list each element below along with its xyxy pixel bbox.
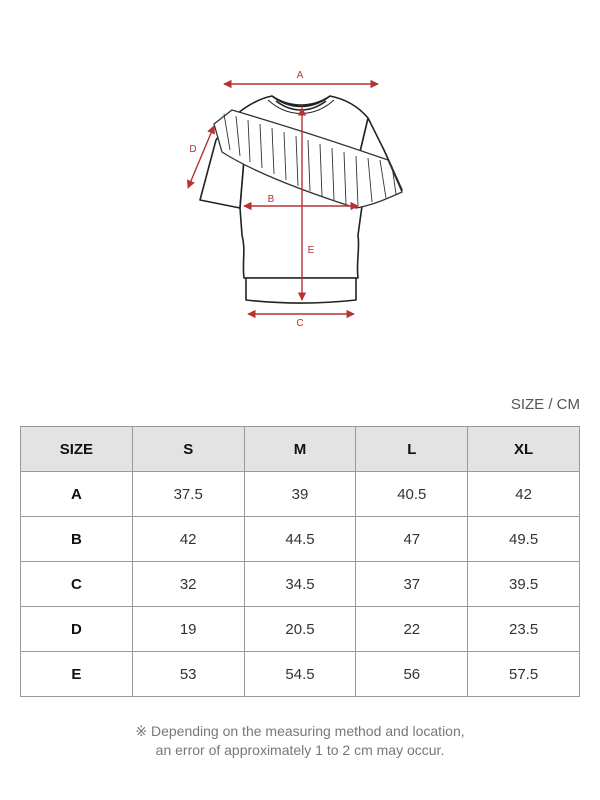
table-cell: 19: [132, 607, 244, 652]
table-row: [21, 562, 580, 607]
size-table: [20, 426, 580, 697]
header-cell: S: [132, 427, 244, 472]
note-line-1: ※ Depending on the measuring method and location,: [135, 723, 465, 739]
label-d: D: [189, 144, 197, 155]
unit-label: SIZE / CM: [510, 396, 580, 413]
label-c: C: [296, 318, 304, 329]
table-cell: 42: [132, 517, 244, 562]
measurement-note: [0, 722, 600, 760]
row-label: D: [21, 607, 133, 652]
label-a: A: [296, 70, 304, 81]
table-cell: 53: [132, 652, 244, 697]
label-e: E: [307, 245, 315, 256]
table-row: [21, 517, 580, 562]
table-cell: 32: [132, 562, 244, 607]
header-cell: XL: [468, 427, 580, 472]
table-cell: 37.5: [132, 472, 244, 517]
row-label: C: [21, 562, 133, 607]
table-cell: 56: [356, 652, 468, 697]
table-row: [21, 472, 580, 517]
note-line-2: an error of approximately 1 to 2 cm may occur.: [155, 742, 445, 758]
table-row: [21, 652, 580, 697]
table-cell: 37: [356, 562, 468, 607]
table-cell: 39.5: [468, 562, 580, 607]
row-label: B: [21, 517, 133, 562]
garment-diagram: [0, 0, 600, 360]
table-cell: 54.5: [244, 652, 356, 697]
table-cell: 20.5: [244, 607, 356, 652]
row-label: A: [21, 472, 133, 517]
table-cell: 47: [356, 517, 468, 562]
table-cell: 22: [356, 607, 468, 652]
header-cell: M: [244, 427, 356, 472]
table-cell: 57.5: [468, 652, 580, 697]
table-row: [21, 607, 580, 652]
header-cell: SIZE: [21, 427, 133, 472]
label-b: B: [267, 194, 275, 205]
table-cell: 40.5: [356, 472, 468, 517]
table-cell: 49.5: [468, 517, 580, 562]
table-cell: 23.5: [468, 607, 580, 652]
row-label: E: [21, 652, 133, 697]
table-cell: 39: [244, 472, 356, 517]
header-cell: L: [356, 427, 468, 472]
table-cell: 34.5: [244, 562, 356, 607]
table-cell: 44.5: [244, 517, 356, 562]
table-cell: 42: [468, 472, 580, 517]
table-header-row: [21, 427, 580, 472]
